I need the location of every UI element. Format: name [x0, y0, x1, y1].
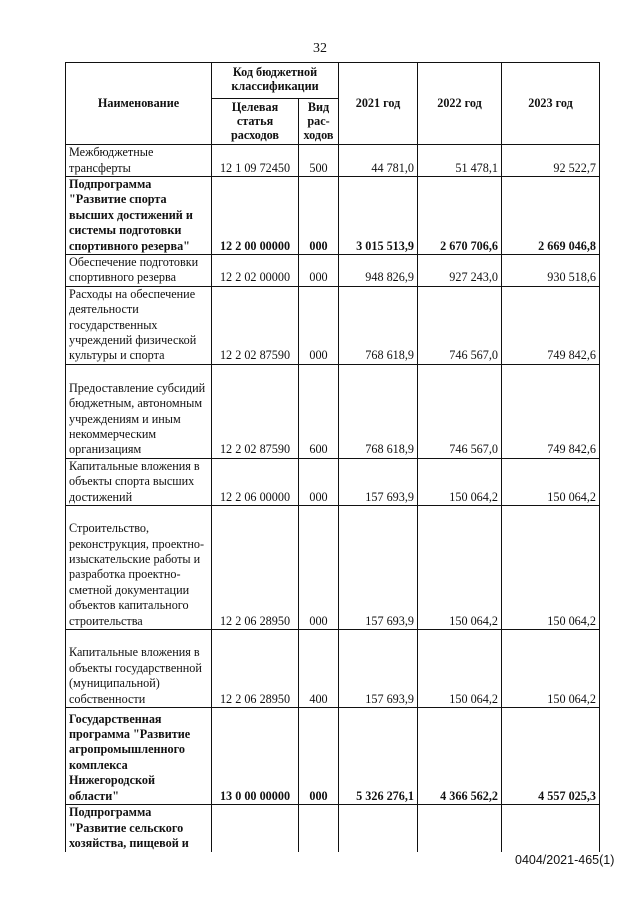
table-row [66, 805, 600, 852]
row-target-article: 12 2 06 00000 [212, 458, 299, 505]
table-row [66, 177, 600, 255]
header-name: Наименование [66, 63, 212, 145]
row-expense-type: 000 [299, 255, 339, 287]
row-expense-type: 600 [299, 364, 339, 458]
row-target-article: 12 2 02 87590 [212, 364, 299, 458]
row-value-2022: 746 567,0 [418, 364, 502, 458]
row-target-article: 12 2 02 87590 [212, 286, 299, 364]
row-expense-type: 000 [299, 708, 339, 805]
row-expense-type: 500 [299, 145, 339, 177]
row-value-2022: 51 478,1 [418, 145, 502, 177]
row-expense-type: 400 [299, 630, 339, 708]
row-value-2021: 768 618,9 [339, 364, 418, 458]
row-name: Обеспечение подготовки спортивного резерва [66, 255, 212, 287]
row-value-2021: 3 015 513,9 [339, 177, 418, 255]
row-value-2023: 2 669 046,8 [502, 177, 600, 255]
row-value-2023: 930 518,6 [502, 255, 600, 287]
row-name: Предоставление субсидий бюджетным, автономным учреждениям и иным некоммерческим организациям [66, 364, 212, 458]
budget-table [65, 62, 600, 852]
row-value-2022: 927 243,0 [418, 255, 502, 287]
row-value-2021: 5 326 276,1 [339, 708, 418, 805]
table-row [66, 364, 600, 458]
row-value-2021: 157 693,9 [339, 506, 418, 630]
row-target-article: 12 1 09 72450 [212, 145, 299, 177]
row-value-2023 [502, 805, 600, 852]
row-name: Строительство, реконструкция, проектно-изыскательские работы и разработка проектно-сметной документации объектов капитального строительства [66, 506, 212, 630]
row-name: Подпрограмма "Развитие спорта высших достижений и системы подготовки спортивного резерва" [66, 177, 212, 255]
header-year-2023: 2023 год [502, 63, 600, 145]
table-row [66, 255, 600, 287]
row-target-article: 12 2 06 28950 [212, 506, 299, 630]
row-value-2021: 157 693,9 [339, 630, 418, 708]
row-value-2022 [418, 805, 502, 852]
row-target-article: 12 2 02 00000 [212, 255, 299, 287]
row-target-article: 12 2 06 28950 [212, 630, 299, 708]
row-expense-type: 000 [299, 458, 339, 505]
row-value-2023: 4 557 025,3 [502, 708, 600, 805]
row-value-2021: 948 826,9 [339, 255, 418, 287]
row-value-2023: 150 064,2 [502, 630, 600, 708]
header-expense-type: Вид рас-ходов [299, 99, 339, 145]
row-name: Капитальные вложения в объекты государственной (муниципальной) собственности [66, 630, 212, 708]
table-row [66, 145, 600, 177]
row-name: Расходы на обеспечение деятельности государственных учреждений физической культуры и спорта [66, 286, 212, 364]
header-year-2022: 2022 год [418, 63, 502, 145]
header-target-article: Целевая статья расходов [212, 99, 299, 145]
row-name: Капитальные вложения в объекты спорта высших достижений [66, 458, 212, 505]
table-row [66, 286, 600, 364]
row-value-2022: 150 064,2 [418, 506, 502, 630]
row-value-2023: 749 842,6 [502, 364, 600, 458]
header-code-group: Код бюджетной классификации [212, 63, 339, 99]
table-row [66, 458, 600, 505]
row-target-article [212, 805, 299, 852]
page-number: 32 [313, 41, 327, 56]
row-value-2022: 746 567,0 [418, 286, 502, 364]
row-name: Государственная программа "Развитие агропромышленного комплекса Нижегородской области" [66, 708, 212, 805]
row-value-2023: 150 064,2 [502, 458, 600, 505]
row-value-2021: 157 693,9 [339, 458, 418, 505]
row-value-2023: 749 842,6 [502, 286, 600, 364]
row-value-2021: 44 781,0 [339, 145, 418, 177]
table-row [66, 708, 600, 805]
row-target-article: 13 0 00 00000 [212, 708, 299, 805]
row-expense-type: 000 [299, 506, 339, 630]
row-value-2022: 4 366 562,2 [418, 708, 502, 805]
row-target-article: 12 2 00 00000 [212, 177, 299, 255]
row-value-2022: 2 670 706,6 [418, 177, 502, 255]
table-row [66, 630, 600, 708]
row-expense-type: 000 [299, 177, 339, 255]
row-expense-type: 000 [299, 286, 339, 364]
row-name: Межбюджетные трансферты [66, 145, 212, 177]
row-value-2023: 150 064,2 [502, 506, 600, 630]
document-number: 0404/2021-465(1) [515, 853, 615, 867]
row-value-2022: 150 064,2 [418, 458, 502, 505]
row-name: Подпрограмма "Развитие сельского хозяйства, пищевой и [66, 805, 212, 852]
row-value-2023: 92 522,7 [502, 145, 600, 177]
row-value-2021 [339, 805, 418, 852]
row-value-2021: 768 618,9 [339, 286, 418, 364]
row-value-2022: 150 064,2 [418, 630, 502, 708]
row-expense-type [299, 805, 339, 852]
header-year-2021: 2021 год [339, 63, 418, 145]
table-row [66, 506, 600, 630]
